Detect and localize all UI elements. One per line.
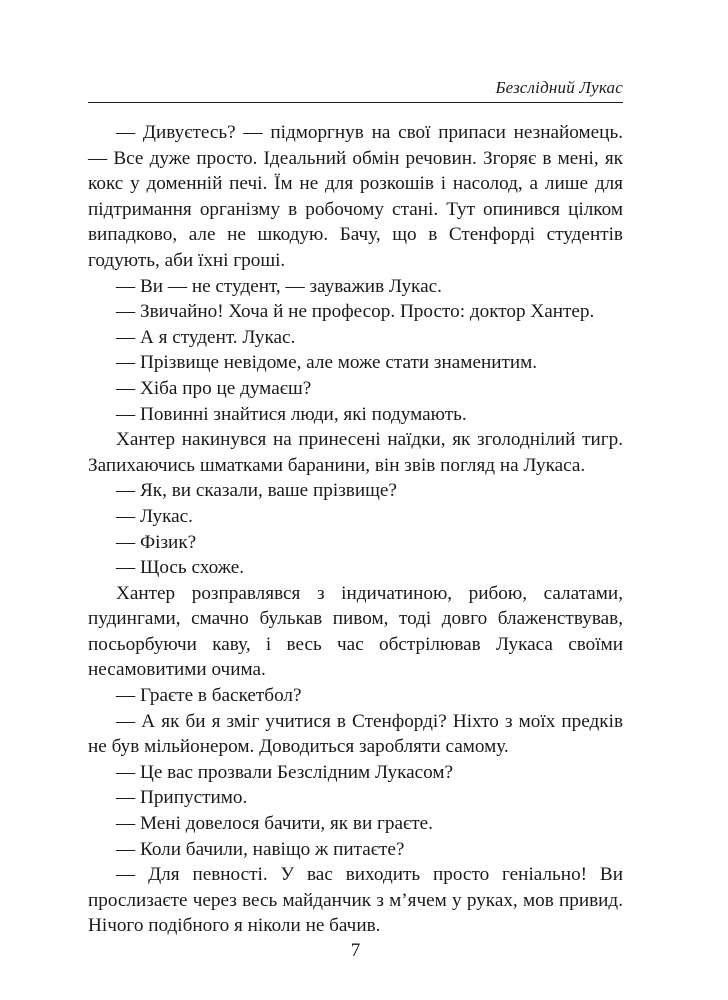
paragraph: Хантер розправлявся з індичатиною, рибою, салатами, пудингами, смачно булькав пивом, тоді довго блаженствував, посьорбуючи каву, і весь час обстрілював Лукаса своїми несамовитими очима. xyxy=(88,582,623,681)
running-head: Безслідний Лукас xyxy=(495,78,623,97)
paragraph: — Хіба про це думаєш? xyxy=(116,377,312,399)
paragraph: — Мені довелося бачити, як ви граєте. xyxy=(116,813,433,835)
paragraph: — Фізик? xyxy=(116,531,197,553)
paragraph: — Ви — не студент, — зауважив Лукас. xyxy=(116,275,442,297)
paragraph: — Щось схоже. xyxy=(116,557,245,579)
page-number: 7 xyxy=(350,940,361,961)
paragraph: — Граєте в баскетбол? xyxy=(116,685,302,707)
paragraph: — Коли бачили, навіщо ж питаєте? xyxy=(116,838,405,860)
paragraph: — Припустимо. xyxy=(116,787,248,809)
paragraph: — Звичайно! Хоча й не професор. Просто: доктор Хантер. xyxy=(116,301,595,323)
paragraph: — Дивуєтесь? — підморгнув на свої припаси незнайомець. — Все дуже просто. Ідеальний обмін речовин. Згоряє в мені, як кокс у доменній печі. Їм не для розкошів і насолод, а лише для підтримання організму в робочому стані. Тут опинився цілком випадково, але не шкодую. Бачу, що в Стенфорді студентів годують, аби їхні гроші. xyxy=(88,122,623,271)
paragraph: Хантер накинувся на принесені наїдки, як зголоднілий тигр. Запихаючись шматками баранини, він звів погляд на Лукаса. xyxy=(88,429,623,476)
paragraph: — Прізвище невідоме, але може стати знаменитим. xyxy=(116,352,538,374)
paragraph: — Лукас. xyxy=(116,505,193,527)
paragraph: — Це вас прозвали Безслідним Лукасом? xyxy=(116,761,454,783)
paragraph: — Повинні знайтися люди, які подумають. xyxy=(116,403,467,425)
paragraph: — А я студент. Лукас. xyxy=(116,326,296,348)
header-rule xyxy=(88,102,623,103)
paragraph: — А як би я зміг учитися в Стенфорді? Ніхто з моїх предків не був мільйонером. Доводиться заробляти самому. xyxy=(88,710,623,758)
text-body xyxy=(88,120,623,939)
paragraph: — Для певності. У вас виходить просто геніально! Ви прослизаєте через весь майданчик з м’ячем у руках, мов привид. Нічого подібного я ніколи не бачив. xyxy=(88,864,623,937)
paragraph: — Як, ви сказали, ваше прізвище? xyxy=(116,480,397,502)
